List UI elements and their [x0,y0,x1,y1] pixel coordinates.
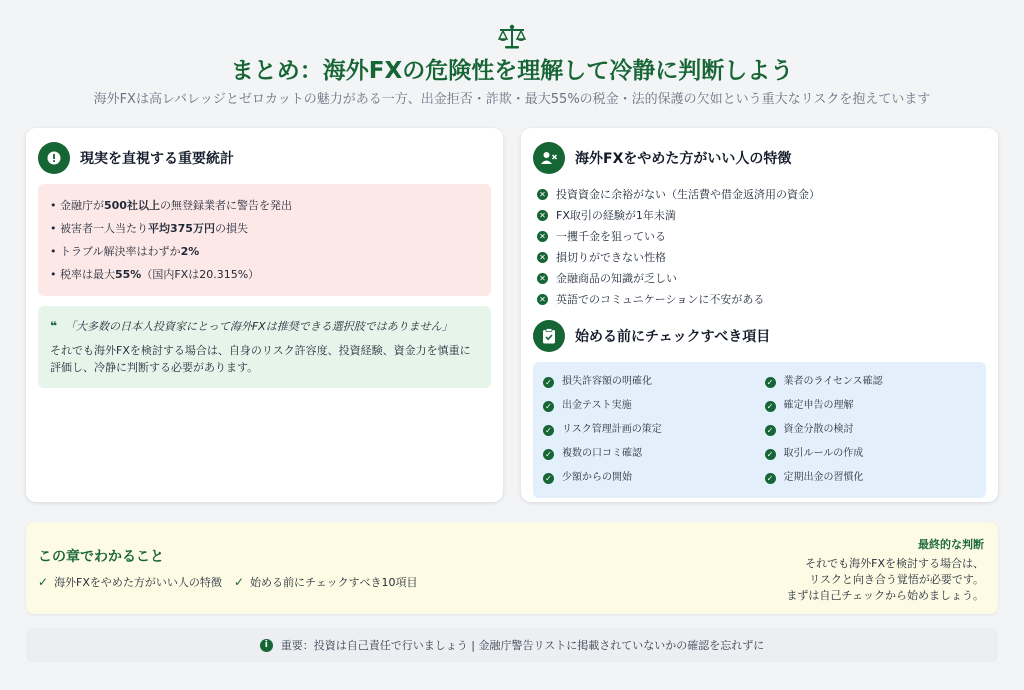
stat-item: • 被害者一人当たり平均375万円の損失 [50,217,479,240]
check-circle-icon: ✓ [765,449,776,460]
final-label: 最終的な判断 [918,538,984,551]
summary-left [38,536,417,604]
main-cards [0,128,1024,502]
check-circle-icon: ✓ [765,377,776,388]
stats-card [26,128,503,502]
check-item: ✓ 少額からの開始 [543,466,755,490]
final-text: それでも海外FXを検討する場合は、 リスクと向き合う覚悟が必要です。 まずは自己チェックから始めましょう。 [786,557,984,602]
check-circle-icon: ✓ [543,473,554,484]
checklist-header [533,320,986,352]
footer-text: 重要：投資は自己責任で行いましょう | 金融庁警告リストに掲載されていないかの確認を忘れずに [280,639,765,652]
quit-card [521,128,998,502]
check-item: ✓ 複数の口コミ確認 [543,442,755,466]
info-icon: i [260,639,273,652]
x-circle-icon: ✕ [537,273,548,284]
x-circle-icon: ✕ [537,210,548,221]
user-remove-icon [533,142,565,174]
alert-icon [38,142,70,174]
stat-item: • 税率は最大55%（国内FXは20.315%） [50,263,479,286]
check-circle-icon: ✓ [765,425,776,436]
x-circle-icon: ✕ [537,231,548,242]
stat-item: • トラブル解決率はわずか2% [50,240,479,263]
stats-list [38,184,491,296]
check-item: ✓ 業者のライセンス確認 [765,370,977,394]
check-item: ✓ 定期出金の習慣化 [765,466,977,490]
check-circle-icon: ✓ [543,401,554,412]
quote-text: 「大多数の日本人投資家にとって海外FXは推奨できる選択肢ではありません」 [65,320,453,333]
page-title: まとめ：海外FXの危険性を理解して冷静に判断しよう [230,58,794,84]
clipboard-check-icon [533,320,565,352]
stats-title: 現実を直視する重要統計 [80,151,234,167]
quote-icon: ❝ [50,319,58,333]
list-item: ✕ 一攫千金を狙っている [537,226,986,247]
summary-items [38,574,417,590]
summary-item: ✓ 海外FXをやめた方がいい人の特徴 [38,575,222,589]
quit-title: 海外FXをやめた方がいい人の特徴 [575,151,792,167]
check-item: ✓ リスク管理計画の策定 [543,418,755,442]
quit-list [537,184,986,310]
balance-scale-icon [497,24,527,50]
list-item: ✕ 金融商品の知識が乏しい [537,268,986,289]
check-item: ✓ 確定申告の理解 [765,394,977,418]
check-item: ✓ 出金テスト実施 [543,394,755,418]
check-circle-icon: ✓ [543,377,554,388]
stats-card-header [38,142,491,174]
check-circle-icon: ✓ [765,401,776,412]
list-item: ✕ 損切りができない性格 [537,247,986,268]
check-item: ✓ 取引ルールの作成 [765,442,977,466]
check-icon: ✓ [38,575,49,589]
summary-title: この章でわかること [38,549,164,565]
quote-line [50,318,479,334]
quit-card-header [533,142,986,174]
check-circle-icon: ✓ [543,449,554,460]
footer-notice [26,628,998,662]
page-subtitle: 海外FXは高レバレッジとゼロカットの魅力がある一方、出金拒否・詐欺・最大55%の税金・法的保護の欠如という重大なリスクを抱えています [93,92,931,107]
summary-item: ✓ 始める前にチェックすべき10項目 [233,575,418,589]
list-item: ✕ 投資資金に余裕がない（生活費や借金返済用の資金） [537,184,986,205]
check-item: ✓ 損失許容額の明確化 [543,370,755,394]
x-circle-icon: ✕ [537,294,548,305]
stat-item: • 金融庁が500社以上の無登録業者に警告を発出 [50,194,479,217]
list-item: ✕ 英語でのコミュニケーションに不安がある [537,289,986,310]
check-circle-icon: ✓ [543,425,554,436]
x-circle-icon: ✕ [537,189,548,200]
check-icon: ✓ [233,575,244,589]
header [0,0,1024,110]
quote-box [38,306,491,388]
checklist-grid [533,362,986,498]
final-judgement [786,536,984,604]
quote-body: それでも海外FXを検討する場合は、自身のリスク許容度、投資経験、資金力を慎重に評価し、冷静に判断する必要があります。 [50,344,471,374]
checklist-title: 始める前にチェックすべき項目 [575,329,771,345]
list-item: ✕ FX取引の経験が1年未満 [537,205,986,226]
check-circle-icon: ✓ [765,473,776,484]
check-item: ✓ 資金分散の検討 [765,418,977,442]
x-circle-icon: ✕ [537,252,548,263]
summary-panel [26,522,998,614]
